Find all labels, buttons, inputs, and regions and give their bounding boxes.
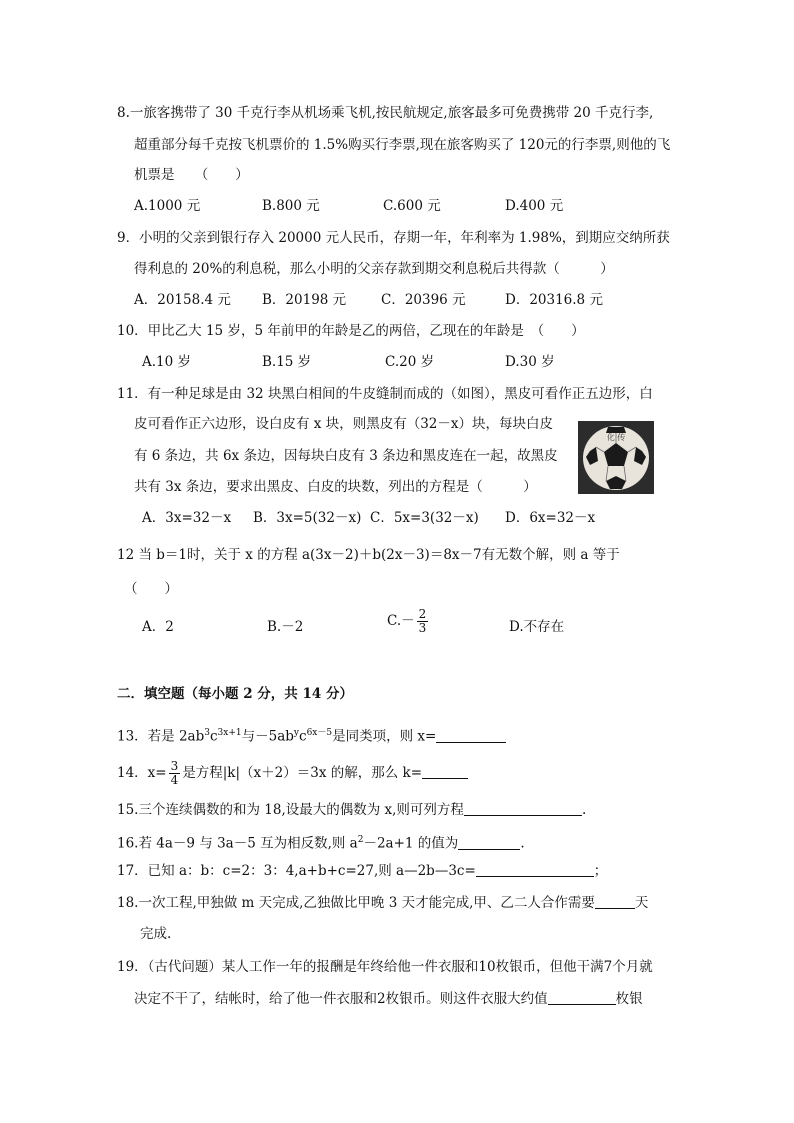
q13-sup3: y (293, 728, 299, 738)
q10-option-d: D.30 岁 (505, 354, 555, 370)
q15-answer-blank[interactable] (464, 801, 582, 816)
q16-sup: 2 (357, 835, 364, 845)
soccer-ball-icon (578, 421, 654, 494)
section-title-fill-in: 二．填空题（每小题 2 分，共 14 分） (117, 686, 353, 702)
q17-answer-blank[interactable] (476, 862, 594, 877)
q15-end: . (581, 802, 587, 818)
q14-fraction (169, 760, 181, 787)
q19-end: 枚银 (615, 991, 643, 1007)
q9-option-a: A．20158.4 元 (134, 292, 231, 308)
q14-answer-blank[interactable] (422, 764, 468, 779)
q9-line2: 得利息的 20%的利息税，那么小明的父亲存款到期交利息税后共得款（ ） (134, 261, 614, 277)
q9-option-d: D．20316.8 元 (505, 292, 603, 308)
svg-text:化 传: 化 传 (606, 433, 626, 442)
q8-line2: 超重部分每千克按飞机票价的 1.5%购买行李票,现在旅客购买了 120元的行李票,则他的飞 (134, 137, 671, 153)
q14-prefix: 14．x= (117, 765, 167, 781)
q18-end: 天 (634, 895, 649, 911)
fraction-denominator: 3 (418, 621, 427, 635)
q16-suffix: －2a+1 的值为 (363, 835, 459, 852)
q11-option-d: D．6x=32－x (505, 510, 596, 526)
q10-option-a: A.10 岁 (142, 354, 192, 370)
q19-line2 (134, 990, 643, 1008)
q12-line2: （ ） (124, 581, 178, 597)
q18-line1 (117, 894, 648, 912)
soccer-ball-image (578, 421, 654, 494)
q12-option-c-label: C.－ (387, 613, 415, 629)
q8-line3: 机票是 （ ） (134, 167, 249, 183)
q12-option-c-fraction (417, 608, 429, 635)
q11-line4: 共有 3x 条边，要求出黑皮、白皮的块数，列出的方程是（ ） (134, 479, 537, 495)
q13-line (117, 724, 506, 746)
q11-option-a: A．3x=32－x (142, 510, 232, 526)
q13-mid1: c (209, 728, 218, 745)
q13-mid2: 与－5ab (241, 728, 294, 745)
fraction-numerator: 2 (418, 607, 427, 621)
q18-text: 18.一次工程,甲独做 m 天完成,乙独做比甲晚 3 天才能完成,甲、乙二人合作需要 (117, 895, 595, 911)
q12-option-c (387, 608, 430, 635)
q16-answer-blank[interactable] (458, 835, 520, 850)
q13-mid3: c (299, 728, 307, 745)
q13-sup1: 3 (204, 728, 210, 738)
q12-option-d: D.不存在 (509, 619, 565, 635)
q18-answer-blank[interactable] (595, 894, 635, 909)
q19-text: 决定不干了，结帐时，给了他一件衣服和2枚银币。则这件衣服大约值 (134, 991, 548, 1007)
q13-prefix: 13．若是 2ab (117, 728, 205, 745)
q17-text: 17．已知 a：b：c=2：3：4,a+b+c=27,则 a—2b—3c= (117, 863, 476, 879)
q8-option-d: D.400 元 (505, 198, 564, 214)
q15-text: 15.三个连续偶数的和为 18,设最大的偶数为 x,则可列方程 (117, 802, 464, 818)
q18-line2: 完成. (140, 926, 172, 942)
q8-line1: 8.一旅客携带了 30 千克行李从机场乘飞机,按民航规定,旅客最多可免费携带 20 千克行李, (117, 105, 654, 121)
q13-suffix: 是同类项，则 x= (332, 728, 437, 745)
q9-option-b: B．20198 元 (262, 292, 347, 308)
q11-option-c: C．5x=3(32－x) (370, 510, 479, 526)
q11-line2: 皮可看作正六边形，设白皮有 x 块，则黑皮有（32－x）块，每块白皮 (134, 416, 553, 432)
q19-answer-blank[interactable] (548, 990, 616, 1005)
q16-end: . (520, 835, 525, 852)
q13-answer-blank[interactable] (436, 728, 506, 743)
q13-sup4: 6x－5 (306, 728, 333, 738)
q16-prefix: 16.若 4a－9 与 3a－5 互为相反数,则 a (117, 835, 358, 852)
q9-line1: 9．小明的父亲到银行存入 20000 元人民币，存期一年，年利率为 1.98%，到期应交纳所获 (117, 230, 670, 246)
q17-end: ； (593, 863, 608, 879)
q15-line (117, 801, 586, 819)
q10-option-b: B.15 岁 (262, 354, 312, 370)
q11-line1: 11．有一种足球是由 32 块黑白相间的牛皮缝制而成的（如图），黑皮可看作正五边形，白 (117, 386, 653, 402)
q11-option-b: B．3x=5(32－x) (253, 510, 362, 526)
q8-option-b: B.800 元 (262, 198, 320, 214)
q10-line1: 10．甲比乙大 15 岁，5 年前甲的年龄是乙的两倍，乙现在的年龄是 （ ） (117, 323, 585, 339)
q9-option-c: C．20396 元 (381, 292, 466, 308)
fraction-numerator: 3 (170, 759, 179, 773)
q12-option-b: B.－2 (267, 619, 304, 635)
q19-line1: 19．（古代问题）某人工作一年的报酬是年终给他一件衣服和10枚银币，但他干满7个月就 (117, 959, 653, 975)
q17-line (117, 862, 607, 880)
q8-option-a: A.1000 元 (134, 198, 201, 214)
q12-option-a: A．2 (142, 619, 174, 635)
q13-sup2: 3x+1 (217, 728, 242, 738)
q10-option-c: C.20 岁 (385, 354, 435, 370)
q12-line1: 12 当 b＝1时，关于 x 的方程 a(3x－2)＋b(2x－3)＝8x－7有无数个解，则 a 等于 (117, 547, 620, 563)
q14-line (117, 760, 468, 787)
q16-line (117, 831, 525, 853)
q8-option-c: C.600 元 (383, 198, 441, 214)
q14-suffix: 是方程|k|（x＋2）＝3x 的解，那么 k= (182, 765, 423, 781)
q11-line3: 有 6 条边，共 6x 条边，因每块白皮有 3 条边和黑皮连在一起，故黑皮 (134, 448, 558, 464)
fraction-denominator: 4 (170, 773, 179, 787)
